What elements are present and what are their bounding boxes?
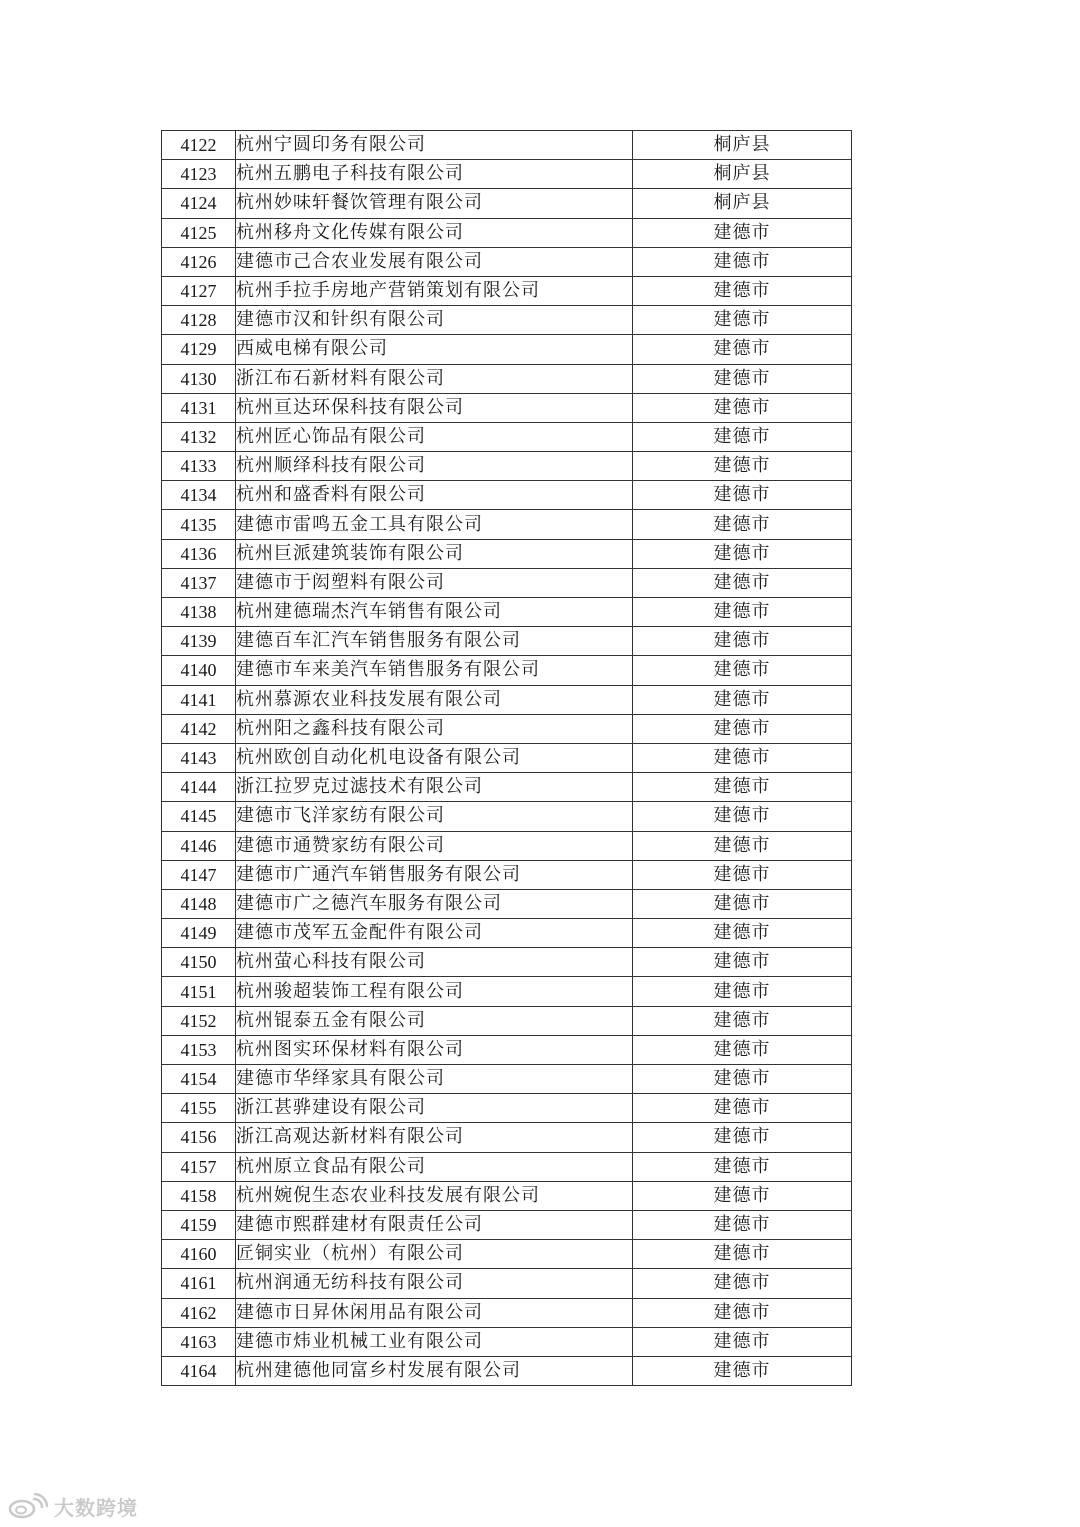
row-number: 4150 bbox=[162, 948, 236, 977]
row-number: 4145 bbox=[162, 802, 236, 831]
company-name: 建德市日昇休闲用品有限公司 bbox=[236, 1298, 633, 1327]
row-number: 4128 bbox=[162, 306, 236, 335]
row-number: 4137 bbox=[162, 568, 236, 597]
company-name: 杭州建德他同富乡村发展有限公司 bbox=[236, 1356, 633, 1385]
row-number: 4144 bbox=[162, 773, 236, 802]
table-body bbox=[162, 131, 852, 1386]
row-number: 4138 bbox=[162, 598, 236, 627]
table-row bbox=[162, 1123, 852, 1152]
region-name: 建德市 bbox=[633, 364, 852, 393]
table-row bbox=[162, 948, 852, 977]
table-row bbox=[162, 160, 852, 189]
region-name: 建德市 bbox=[633, 627, 852, 656]
region-name: 建德市 bbox=[633, 218, 852, 247]
company-name: 建德市熙群建材有限责任公司 bbox=[236, 1210, 633, 1239]
table-row bbox=[162, 218, 852, 247]
table-row bbox=[162, 1181, 852, 1210]
row-number: 4132 bbox=[162, 422, 236, 451]
company-name: 匠铜实业（杭州）有限公司 bbox=[236, 1240, 633, 1269]
table-row bbox=[162, 539, 852, 568]
company-name: 杭州移舟文化传媒有限公司 bbox=[236, 218, 633, 247]
company-name: 杭州萤心科技有限公司 bbox=[236, 948, 633, 977]
table-row bbox=[162, 335, 852, 364]
region-name: 建德市 bbox=[633, 1210, 852, 1239]
row-number: 4147 bbox=[162, 860, 236, 889]
row-number: 4129 bbox=[162, 335, 236, 364]
table-row bbox=[162, 1035, 852, 1064]
table-row bbox=[162, 189, 852, 218]
row-number: 4125 bbox=[162, 218, 236, 247]
table-row bbox=[162, 306, 852, 335]
table-row bbox=[162, 393, 852, 422]
table-row bbox=[162, 568, 852, 597]
region-name: 建德市 bbox=[633, 481, 852, 510]
row-number: 4126 bbox=[162, 247, 236, 276]
row-number: 4139 bbox=[162, 627, 236, 656]
region-name: 建德市 bbox=[633, 1094, 852, 1123]
company-name: 杭州顺绎科技有限公司 bbox=[236, 452, 633, 481]
company-name: 建德市华绎家具有限公司 bbox=[236, 1065, 633, 1094]
region-name: 建德市 bbox=[633, 1123, 852, 1152]
row-number: 4164 bbox=[162, 1356, 236, 1385]
row-number: 4153 bbox=[162, 1035, 236, 1064]
table-row bbox=[162, 1240, 852, 1269]
region-name: 建德市 bbox=[633, 539, 852, 568]
row-number: 4155 bbox=[162, 1094, 236, 1123]
company-name: 建德市己合农业发展有限公司 bbox=[236, 247, 633, 276]
table-row bbox=[162, 510, 852, 539]
company-name: 杭州慕源农业科技发展有限公司 bbox=[236, 685, 633, 714]
table-row bbox=[162, 977, 852, 1006]
row-number: 4124 bbox=[162, 189, 236, 218]
row-number: 4163 bbox=[162, 1327, 236, 1356]
table-row bbox=[162, 481, 852, 510]
table-row bbox=[162, 860, 852, 889]
region-name: 建德市 bbox=[633, 919, 852, 948]
company-name: 浙江拉罗克过滤技术有限公司 bbox=[236, 773, 633, 802]
table-row bbox=[162, 452, 852, 481]
table-row bbox=[162, 1298, 852, 1327]
table-row bbox=[162, 131, 852, 160]
company-name: 杭州润通无纺科技有限公司 bbox=[236, 1269, 633, 1298]
region-name: 建德市 bbox=[633, 335, 852, 364]
region-name: 建德市 bbox=[633, 1152, 852, 1181]
table-row bbox=[162, 802, 852, 831]
table-row bbox=[162, 1152, 852, 1181]
region-name: 建德市 bbox=[633, 802, 852, 831]
region-name: 建德市 bbox=[633, 1269, 852, 1298]
region-name: 建德市 bbox=[633, 773, 852, 802]
table-row bbox=[162, 1210, 852, 1239]
company-name: 建德市炜业机械工业有限公司 bbox=[236, 1327, 633, 1356]
row-number: 4158 bbox=[162, 1181, 236, 1210]
row-number: 4160 bbox=[162, 1240, 236, 1269]
table-row bbox=[162, 743, 852, 772]
row-number: 4152 bbox=[162, 1006, 236, 1035]
company-name: 建德市茂军五金配件有限公司 bbox=[236, 919, 633, 948]
company-list-table bbox=[161, 130, 852, 1386]
company-name: 杭州宁圆印务有限公司 bbox=[236, 131, 633, 160]
row-number: 4136 bbox=[162, 539, 236, 568]
region-name: 建德市 bbox=[633, 1240, 852, 1269]
row-number: 4130 bbox=[162, 364, 236, 393]
company-name: 杭州原立食品有限公司 bbox=[236, 1152, 633, 1181]
row-number: 4123 bbox=[162, 160, 236, 189]
region-name: 建德市 bbox=[633, 1327, 852, 1356]
row-number: 4142 bbox=[162, 714, 236, 743]
table-row bbox=[162, 714, 852, 743]
region-name: 建德市 bbox=[633, 247, 852, 276]
row-number: 4154 bbox=[162, 1065, 236, 1094]
table-row bbox=[162, 656, 852, 685]
weibo-logo-icon bbox=[8, 1493, 48, 1519]
row-number: 4133 bbox=[162, 452, 236, 481]
region-name: 建德市 bbox=[633, 860, 852, 889]
table-row bbox=[162, 1327, 852, 1356]
row-number: 4149 bbox=[162, 919, 236, 948]
table-row bbox=[162, 1094, 852, 1123]
region-name: 建德市 bbox=[633, 685, 852, 714]
region-name: 建德市 bbox=[633, 1298, 852, 1327]
table-row bbox=[162, 1006, 852, 1035]
row-number: 4162 bbox=[162, 1298, 236, 1327]
row-number: 4141 bbox=[162, 685, 236, 714]
table-row bbox=[162, 627, 852, 656]
company-name: 杭州匠心饰品有限公司 bbox=[236, 422, 633, 451]
row-number: 4159 bbox=[162, 1210, 236, 1239]
table-row bbox=[162, 422, 852, 451]
region-name: 建德市 bbox=[633, 1006, 852, 1035]
company-name: 杭州建德瑞杰汽车销售有限公司 bbox=[236, 598, 633, 627]
region-name: 建德市 bbox=[633, 656, 852, 685]
company-name: 杭州亘达环保科技有限公司 bbox=[236, 393, 633, 422]
region-name: 建德市 bbox=[633, 1035, 852, 1064]
region-name: 建德市 bbox=[633, 743, 852, 772]
region-name: 建德市 bbox=[633, 393, 852, 422]
region-name: 建德市 bbox=[633, 1356, 852, 1385]
table-row bbox=[162, 685, 852, 714]
table-row bbox=[162, 276, 852, 305]
watermark-text: 大数跨境 bbox=[54, 1495, 138, 1520]
region-name: 建德市 bbox=[633, 568, 852, 597]
company-name: 建德百车汇汽车销售服务有限公司 bbox=[236, 627, 633, 656]
table-row bbox=[162, 773, 852, 802]
company-name: 杭州巨派建筑装饰有限公司 bbox=[236, 539, 633, 568]
region-name: 建德市 bbox=[633, 1065, 852, 1094]
table-row bbox=[162, 1269, 852, 1298]
row-number: 4122 bbox=[162, 131, 236, 160]
region-name: 建德市 bbox=[633, 714, 852, 743]
table-row bbox=[162, 1065, 852, 1094]
company-name: 杭州五鹏电子科技有限公司 bbox=[236, 160, 633, 189]
row-number: 4156 bbox=[162, 1123, 236, 1152]
company-name: 杭州手拉手房地产营销策划有限公司 bbox=[236, 276, 633, 305]
company-name: 杭州图实环保材料有限公司 bbox=[236, 1035, 633, 1064]
region-name: 建德市 bbox=[633, 889, 852, 918]
company-name: 建德市于闳塑料有限公司 bbox=[236, 568, 633, 597]
company-name: 浙江高观达新材料有限公司 bbox=[236, 1123, 633, 1152]
row-number: 4134 bbox=[162, 481, 236, 510]
row-number: 4161 bbox=[162, 1269, 236, 1298]
table-row bbox=[162, 247, 852, 276]
region-name: 建德市 bbox=[633, 452, 852, 481]
table-row bbox=[162, 919, 852, 948]
region-name: 建德市 bbox=[633, 276, 852, 305]
company-name: 杭州婉倪生态农业科技发展有限公司 bbox=[236, 1181, 633, 1210]
row-number: 4148 bbox=[162, 889, 236, 918]
company-name: 建德市车来美汽车销售服务有限公司 bbox=[236, 656, 633, 685]
table-row bbox=[162, 1356, 852, 1385]
company-name: 浙江甚骅建设有限公司 bbox=[236, 1094, 633, 1123]
row-number: 4143 bbox=[162, 743, 236, 772]
region-name: 桐庐县 bbox=[633, 131, 852, 160]
company-name: 杭州欧创自动化机电设备有限公司 bbox=[236, 743, 633, 772]
company-name: 建德市广通汽车销售服务有限公司 bbox=[236, 860, 633, 889]
company-name: 浙江布石新材料有限公司 bbox=[236, 364, 633, 393]
company-name: 杭州阳之鑫科技有限公司 bbox=[236, 714, 633, 743]
region-name: 建德市 bbox=[633, 1181, 852, 1210]
table-row bbox=[162, 831, 852, 860]
table-row bbox=[162, 598, 852, 627]
region-name: 建德市 bbox=[633, 306, 852, 335]
row-number: 4140 bbox=[162, 656, 236, 685]
region-name: 建德市 bbox=[633, 948, 852, 977]
region-name: 桐庐县 bbox=[633, 189, 852, 218]
company-name: 杭州锟泰五金有限公司 bbox=[236, 1006, 633, 1035]
company-name: 建德市广之德汽车服务有限公司 bbox=[236, 889, 633, 918]
company-name: 西威电梯有限公司 bbox=[236, 335, 633, 364]
watermark bbox=[8, 1489, 138, 1523]
company-name: 建德市飞洋家纺有限公司 bbox=[236, 802, 633, 831]
region-name: 建德市 bbox=[633, 422, 852, 451]
row-number: 4135 bbox=[162, 510, 236, 539]
row-number: 4146 bbox=[162, 831, 236, 860]
row-number: 4131 bbox=[162, 393, 236, 422]
company-name: 杭州骏超装饰工程有限公司 bbox=[236, 977, 633, 1006]
region-name: 建德市 bbox=[633, 831, 852, 860]
region-name: 桐庐县 bbox=[633, 160, 852, 189]
table-row bbox=[162, 889, 852, 918]
row-number: 4127 bbox=[162, 276, 236, 305]
region-name: 建德市 bbox=[633, 598, 852, 627]
region-name: 建德市 bbox=[633, 977, 852, 1006]
company-name: 建德市雷鸣五金工具有限公司 bbox=[236, 510, 633, 539]
company-name: 杭州妙味轩餐饮管理有限公司 bbox=[236, 189, 633, 218]
company-name: 建德市汉和针织有限公司 bbox=[236, 306, 633, 335]
table-row bbox=[162, 364, 852, 393]
row-number: 4151 bbox=[162, 977, 236, 1006]
region-name: 建德市 bbox=[633, 510, 852, 539]
company-name: 建德市通赞家纺有限公司 bbox=[236, 831, 633, 860]
company-name: 杭州和盛香料有限公司 bbox=[236, 481, 633, 510]
row-number: 4157 bbox=[162, 1152, 236, 1181]
